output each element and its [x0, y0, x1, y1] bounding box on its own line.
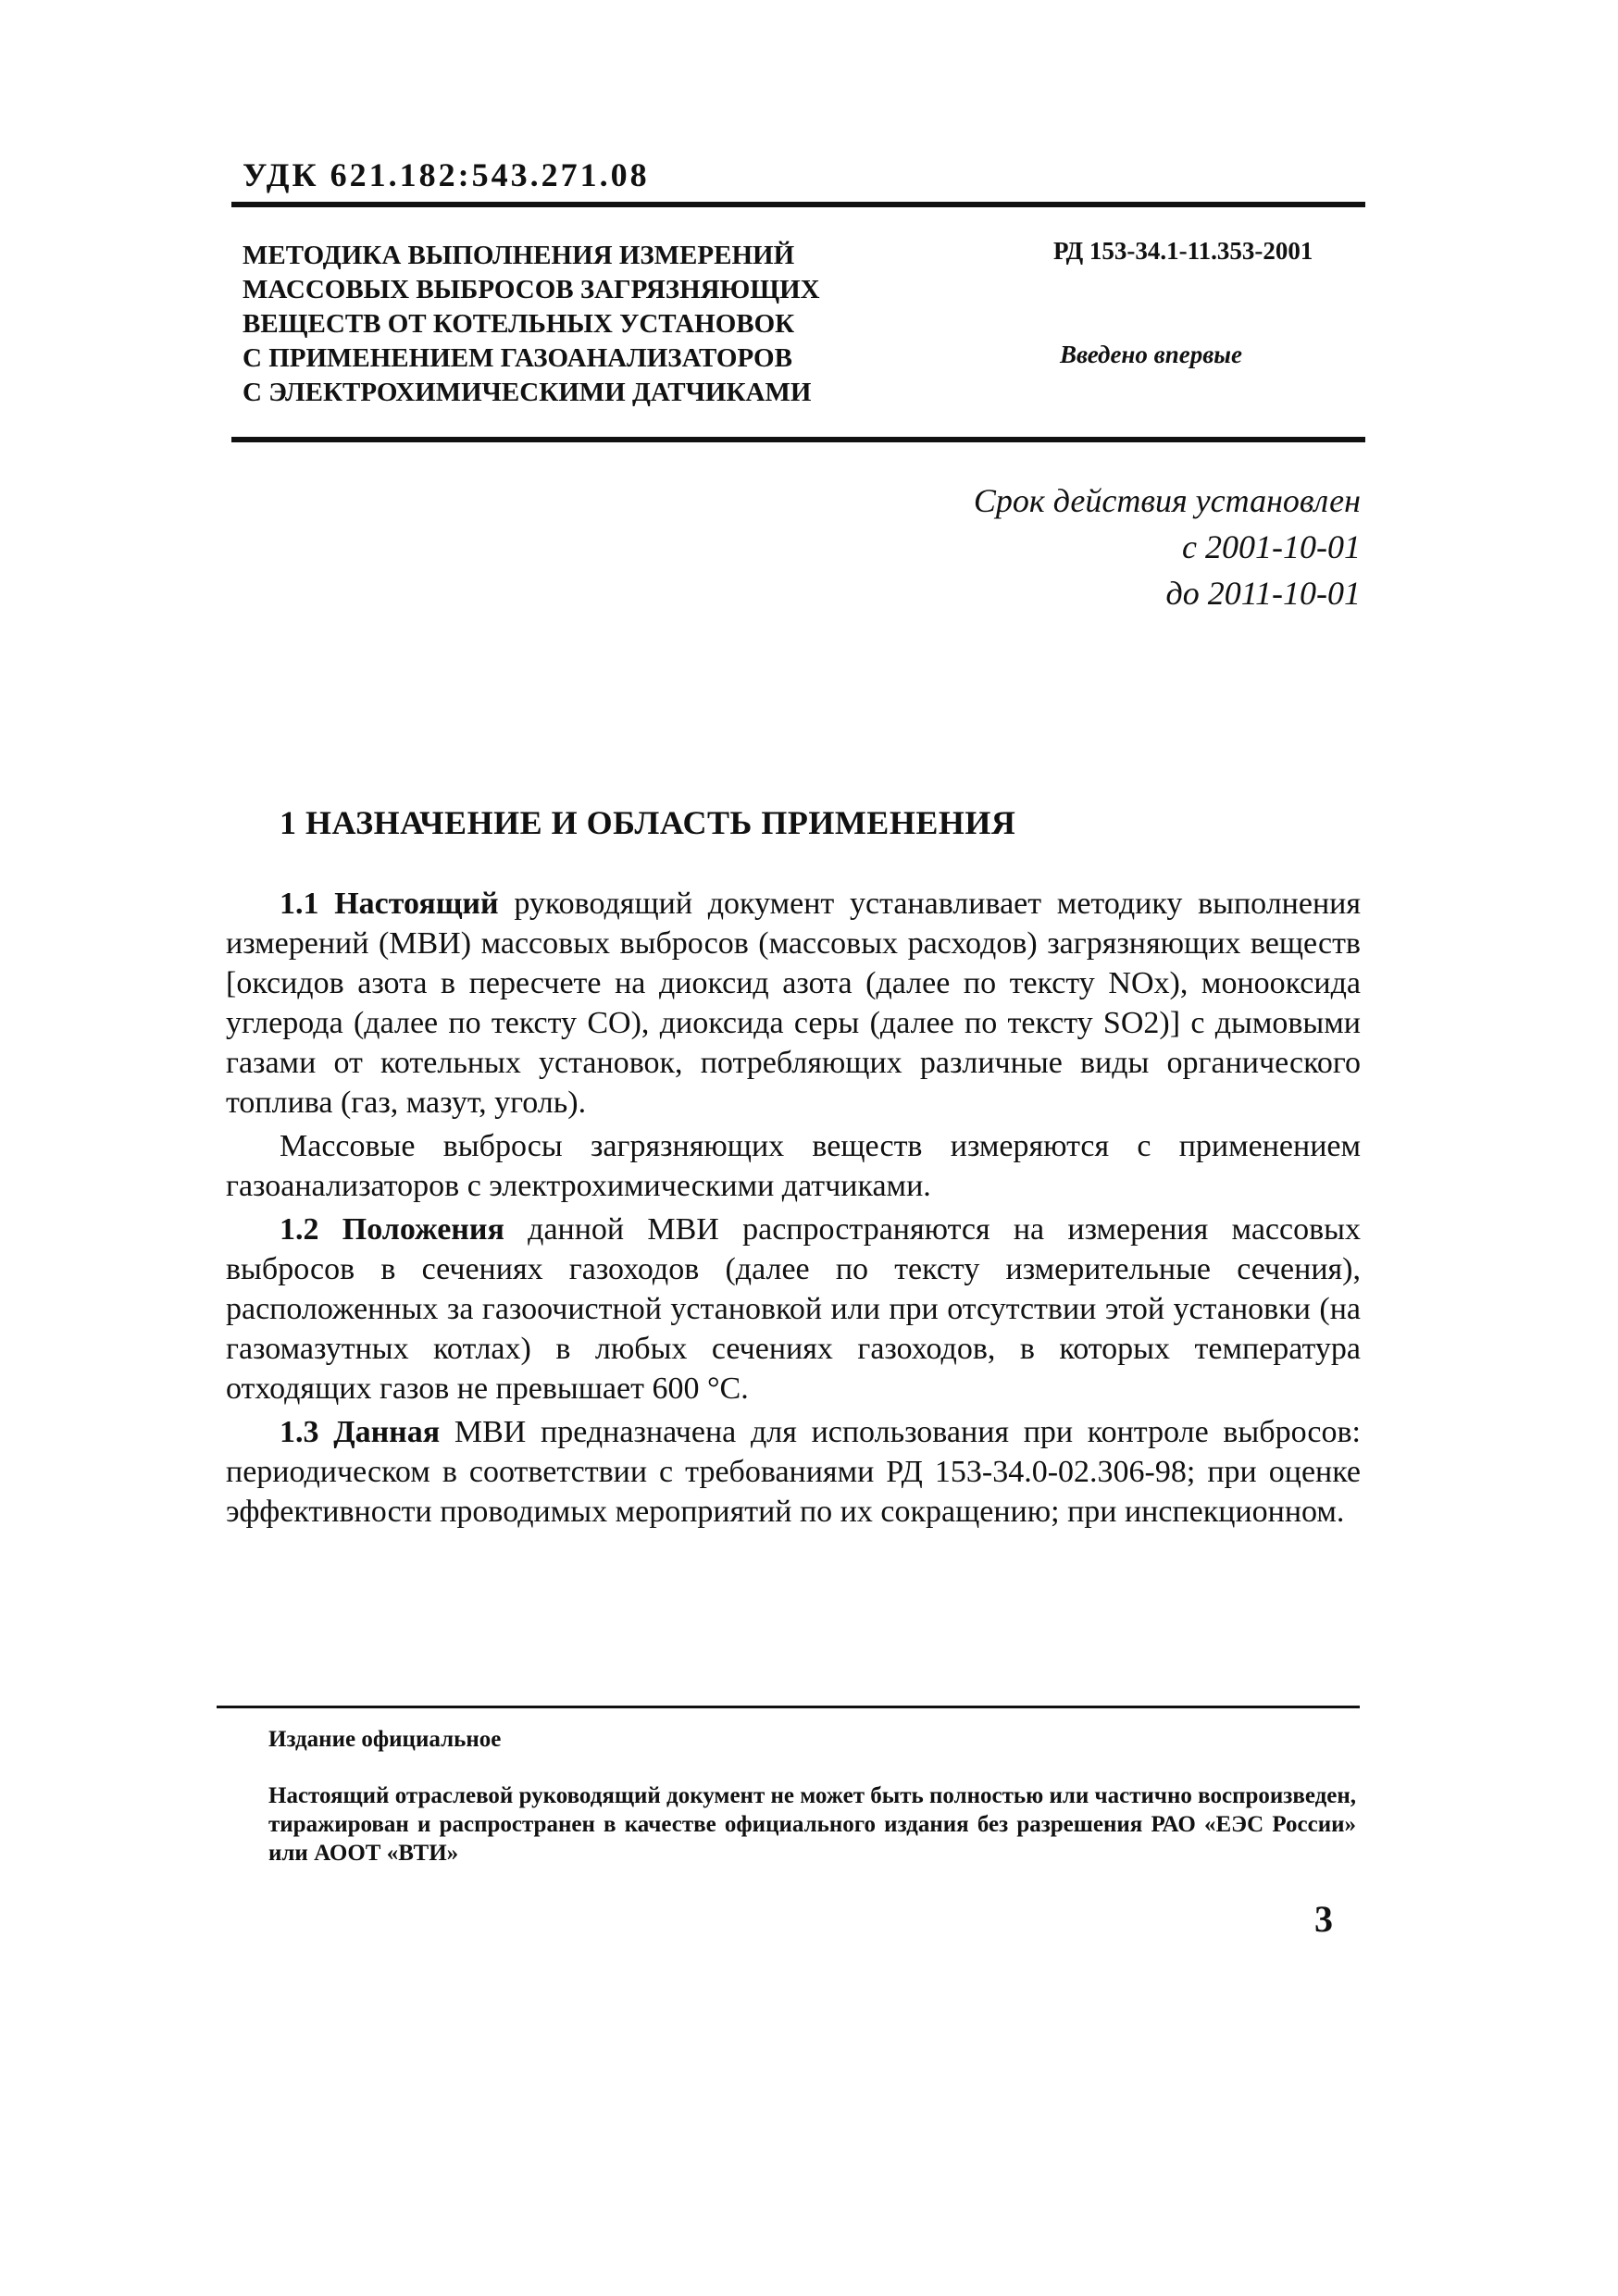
validity-label: Срок действия установлен: [973, 482, 1361, 519]
validity-to: до 2011-10-01: [1165, 575, 1361, 612]
paragraph-text: данной МВИ распространяются на измерения массовых выбросов в сечениях газоходов (далее по тексту измерительные сечения), расположенных за газоочистной установкой или при отсутствии этой установки (на газомазутных котлах) в любых сечениях газоходов, в которых температура отходящих газов не превышает 600 °С.: [226, 1212, 1361, 1406]
paragraph-text: МВИ предназначена для использования при контроле выбросов: периодическом в соответствии с требованиями РД 153-34.0-02.306-98; при оценке эффективности проводимых мероприятий по их сокращению; при инспекционном.: [226, 1415, 1362, 1529]
paragraph-lead: 1.1 Настоящий: [280, 887, 499, 921]
section-heading: 1 НАЗНАЧЕНИЕ И ОБЛАСТЬ ПРИМЕНЕНИЯ: [280, 804, 1016, 841]
section-body: [226, 884, 1361, 1535]
introduced-note: Введено впервые: [1060, 341, 1243, 368]
validity-period: [861, 478, 1361, 616]
title-line: С ПРИМЕНЕНИЕМ ГАЗОАНАЛИЗАТОРОВ: [243, 343, 792, 373]
footnote-divider: [217, 1706, 1360, 1708]
paragraph-1-1: [226, 884, 1361, 1123]
official-edition-label: Издание официальное: [268, 1727, 502, 1752]
udk-code: УДК 621.182:543.271.08: [243, 156, 650, 193]
title-line: ВЕЩЕСТВ ОТ КОТЕЛЬНЫХ УСТАНОВОК: [243, 309, 795, 339]
paragraph-lead: 1.3 Данная: [280, 1415, 441, 1449]
paragraph-1-2: [226, 1210, 1361, 1409]
page-number: 3: [1314, 1898, 1333, 1940]
validity-from: с 2001-10-01: [1182, 528, 1361, 565]
document-number: РД 153-34.1-11.353-2001: [1053, 237, 1313, 265]
title-line: С ЭЛЕКТРОХИМИЧЕСКИМИ ДАТЧИКАМИ: [243, 378, 812, 407]
title-line: МЕТОДИКА ВЫПОЛНЕНИЯ ИЗМЕРЕНИЙ: [243, 241, 795, 270]
paragraph-text: руководящий документ устанавливает методику выполнения измерений (МВИ) массовых выбросов (массовых расходов) загрязняющих веществ [оксидов азота в пересчете на диоксид азота (далее по тексту NOx), монооксида углерода (далее по тексту CO), диоксида серы (далее по тексту SO2)] с дымовыми газами от котельных установок, потребляющих различные виды органического топлива (газ, мазут, уголь).: [226, 887, 1361, 1120]
title-line: МАССОВЫХ ВЫБРОСОВ ЗАГРЯЗНЯЮЩИХ: [243, 275, 820, 304]
document-title: [243, 239, 881, 410]
paragraph-1-1-continued: [226, 1126, 1361, 1206]
copyright-notice: Настоящий отраслевой руководящий документ не может быть полностью или частично воспроизведен, тиражирован и распространен в качестве официального издания без разрешения РАО «ЕЭС России» или АООТ «ВТИ»: [268, 1783, 1357, 1866]
header-divider: [231, 437, 1365, 442]
top-divider: [231, 202, 1365, 207]
paragraph-1-3: [226, 1412, 1361, 1532]
paragraph-lead: 1.2 Положения: [280, 1212, 504, 1247]
paragraph-text: Массовые выбросы загрязняющих веществ измеряются с применением газоанализаторов с электрохимическими датчиками.: [226, 1129, 1361, 1203]
